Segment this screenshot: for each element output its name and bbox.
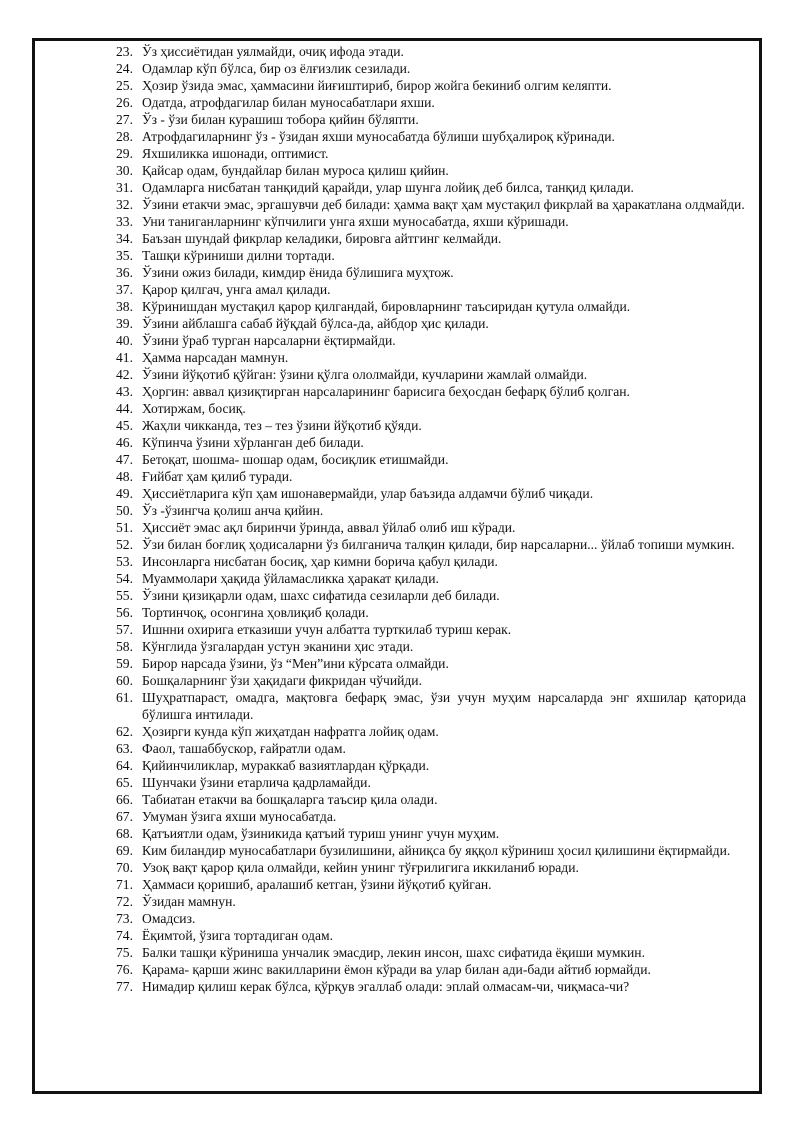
item-number: 40.	[116, 333, 133, 348]
item-statement: Инсонларга нисбатан босиқ, ҳар кимни борича қабул қилади.	[142, 554, 498, 569]
item-statement: Қийинчиликлар, мураккаб вазиятлардан қўрқади.	[142, 758, 430, 773]
item-number: 49.	[116, 486, 133, 501]
item-number: 53.	[116, 554, 133, 569]
list-item	[116, 77, 746, 94]
item-number: 50.	[116, 503, 133, 518]
item-number: 28.	[116, 129, 133, 144]
list-item	[116, 740, 746, 757]
item-statement: Ўз ҳиссиётидан уялмайди, очиқ ифода этади.	[142, 44, 404, 59]
list-item	[116, 944, 746, 961]
item-number: 60.	[116, 673, 133, 688]
list-item	[116, 553, 746, 570]
item-statement: Узоқ вақт қарор қила олмайди, кейин унинг тўғрилигига иккиланиб юради.	[142, 860, 579, 875]
list-item	[116, 842, 746, 859]
item-number: 30.	[116, 163, 133, 178]
item-number: 61.	[116, 690, 133, 705]
item-number: 66.	[116, 792, 133, 807]
item-number: 24.	[116, 61, 133, 76]
item-number: 67.	[116, 809, 133, 824]
list-item	[116, 230, 746, 247]
list-item	[116, 111, 746, 128]
list-item	[116, 893, 746, 910]
list-item	[116, 247, 746, 264]
item-statement: Жаҳли чикканда, тез – тез ўзини йўқотиб қўяди.	[142, 418, 422, 433]
list-item	[116, 774, 746, 791]
item-number: 68.	[116, 826, 133, 841]
numbered-item-list	[116, 43, 746, 995]
list-item	[116, 859, 746, 876]
item-statement: Ўзини етакчи эмас, эргашувчи деб билади: ҳамма вақт ҳам мустақил фикрлай ва ҳаракатлана олдмайди.	[142, 197, 745, 212]
list-item	[116, 961, 746, 978]
item-number: 71.	[116, 877, 133, 892]
item-number: 31.	[116, 180, 133, 195]
item-number: 76.	[116, 962, 133, 977]
item-number: 36.	[116, 265, 133, 280]
item-statement: Ўз -ўзингча қолиш анча қийин.	[142, 503, 324, 518]
list-item	[116, 502, 746, 519]
item-number: 34.	[116, 231, 133, 246]
item-statement: Ҳозир ўзида эмас, ҳаммасини йиғиштириб, бирор жойга бекиниб олгим келяпти.	[142, 78, 612, 93]
item-statement: Фаол, ташаббускор, ғайратли одам.	[142, 741, 346, 756]
item-statement: Ёқимтой, ўзига тортадиган одам.	[142, 928, 334, 943]
item-number: 62.	[116, 724, 133, 739]
item-statement: Ўзини ўраб турган нарсаларни ёқтирмайди.	[142, 333, 396, 348]
item-number: 33.	[116, 214, 133, 229]
item-number: 41.	[116, 350, 133, 365]
item-number: 75.	[116, 945, 133, 960]
list-item	[116, 213, 746, 230]
item-statement: Қарама- қарши жинс вакилларини ёмон кўради ва улар билан ади-бади айтиб юрмайди.	[142, 962, 651, 977]
item-statement: Қатъиятли одам, ўзиникида қатъий туриш унинг учун муҳим.	[142, 826, 500, 841]
list-item	[116, 281, 746, 298]
item-statement: Ўзини йўқотиб қўйган: ўзини қўлга ололмайди, кучларини жамлай олмайди.	[142, 367, 588, 382]
list-item	[116, 723, 746, 740]
item-statement: Ҳоргин: аввал қизиқтирган нарсаларининг барисига беҳосдан бефарқ бўлиб қолган.	[142, 384, 630, 399]
item-statement: Ўз - ўзи билан курашиш тобора қийин бўляпти.	[142, 112, 419, 127]
list-item	[116, 672, 746, 689]
item-number: 58.	[116, 639, 133, 654]
item-number: 39.	[116, 316, 133, 331]
item-statement: Шуҳратпараст, омадга, мақтовга бефарқ эмас, ўзи учун муҳим нарсаларда энг яхшилар қаторида бўлишга интилади.	[142, 690, 746, 722]
list-item	[116, 604, 746, 621]
item-number: 47.	[116, 452, 133, 467]
list-item	[116, 383, 746, 400]
list-item	[116, 808, 746, 825]
item-number: 72.	[116, 894, 133, 909]
list-item	[116, 60, 746, 77]
item-number: 48.	[116, 469, 133, 484]
list-item	[116, 468, 746, 485]
item-statement: Бирор нарсада ўзини, ўз “Мен”ини кўрсата олмайди.	[142, 656, 449, 671]
list-item	[116, 264, 746, 281]
item-statement: Ўзини қизиқарли одам, шахс сифатида сезиларли деб билади.	[142, 588, 500, 603]
item-statement: Ўзидан мамнун.	[142, 894, 236, 909]
item-statement: Нимадир қилиш керак бўлса, қўрқув эгаллаб олади: эплай олмасам-чи, чиқмаса-чи?	[142, 979, 630, 994]
list-item	[116, 43, 746, 60]
item-statement: Ўзини айблашга сабаб йўқдай бўлса-да, айбдор ҳис қилади.	[142, 316, 489, 331]
item-statement: Атрофдагиларнинг ўз - ўзидан яхши муносабатда бўлиши шубҳалироқ кўринади.	[142, 129, 615, 144]
item-number: 29.	[116, 146, 133, 161]
list-item	[116, 332, 746, 349]
item-number: 35.	[116, 248, 133, 263]
list-item	[116, 417, 746, 434]
item-statement: Ҳаммаси қоришиб, аралашиб кетган, ўзини йўқотиб қуйган.	[142, 877, 492, 892]
item-statement: Бетоқат, шошма- шошар одам, босиқлик етишмайди.	[142, 452, 449, 467]
item-number: 63.	[116, 741, 133, 756]
item-statement: Ғийбат ҳам қилиб туради.	[142, 469, 293, 484]
item-number: 23.	[116, 44, 133, 59]
item-statement: Кўпинча ўзини хўрланган деб билади.	[142, 435, 364, 450]
list-item	[116, 978, 746, 995]
item-statement: Одамларга нисбатан танқидий қарайди, улар шунга лойиқ деб билса, танқид қилади.	[142, 180, 634, 195]
item-statement: Ўзи билан боғлиқ ҳодисаларни ўз билганича талқин қилади, бир нарсаларни... ўйлаб топиши мумкин.	[142, 537, 735, 552]
list-item	[116, 145, 746, 162]
list-item	[116, 485, 746, 502]
list-item	[116, 587, 746, 604]
list-item	[116, 162, 746, 179]
item-statement: Яхшиликка ишонади, оптимист.	[142, 146, 329, 161]
list-item	[116, 570, 746, 587]
item-number: 74.	[116, 928, 133, 943]
item-number: 46.	[116, 435, 133, 450]
item-statement: Хотиржам, босиқ.	[142, 401, 246, 416]
item-statement: Ҳамма нарсадан мамнун.	[142, 350, 289, 365]
item-number: 43.	[116, 384, 133, 399]
list-item	[116, 825, 746, 842]
item-statement: Кўринишдан мустақил қарор қилгандай, бировларнинг таъсиридан қутула олмайди.	[142, 299, 631, 314]
item-statement: Муаммолари ҳақида ўйламасликка ҳаракат қилади.	[142, 571, 439, 586]
list-item	[116, 655, 746, 672]
item-number: 37.	[116, 282, 133, 297]
list-item	[116, 434, 746, 451]
item-number: 42.	[116, 367, 133, 382]
item-number: 56.	[116, 605, 133, 620]
item-number: 27.	[116, 112, 133, 127]
item-number: 52.	[116, 537, 133, 552]
list-item	[116, 519, 746, 536]
list-item	[116, 876, 746, 893]
list-item	[116, 94, 746, 111]
item-statement: Тортинчоқ, осонгина ҳовлиқиб қолади.	[142, 605, 369, 620]
item-statement: Ҳиссиёт эмас ақл биринчи ўринда, аввал ўйлаб олиб иш кўради.	[142, 520, 516, 535]
item-number: 57.	[116, 622, 133, 637]
item-statement: Ҳиссиётларига кўп ҳам ишонавермайди, улар баъзида алдамчи бўлиб чиқади.	[142, 486, 594, 501]
item-statement: Уни таниганларнинг кўпчилиги унга яхши муносабатда, яхши кўришади.	[142, 214, 569, 229]
item-number: 59.	[116, 656, 133, 671]
list-item	[116, 196, 746, 213]
list-item	[116, 315, 746, 332]
item-number: 26.	[116, 95, 133, 110]
list-item	[116, 536, 746, 553]
item-statement: Кўнглида ўзгалардан устун эканини ҳис этади.	[142, 639, 414, 654]
list-item	[116, 791, 746, 808]
item-statement: Ишнни охирига етказиши учун албатта турткилаб туриш керак.	[142, 622, 512, 637]
item-number: 65.	[116, 775, 133, 790]
item-number: 64.	[116, 758, 133, 773]
item-statement: Омадсиз.	[142, 911, 196, 926]
item-statement: Ташқи кўриниши дилни тортади.	[142, 248, 335, 263]
item-statement: Одамлар кўп бўлса, бир оз ёлғизлик сезилади.	[142, 61, 411, 76]
list-item	[116, 621, 746, 638]
item-statement: Қарор қилгач, унга амал қилади.	[142, 282, 331, 297]
item-number: 38.	[116, 299, 133, 314]
item-statement: Баъзан шундай фикрлар келадики, бировга айтгинг келмайди.	[142, 231, 502, 246]
item-statement: Қайсар одам, бундайлар билан муроса қилиш қийин.	[142, 163, 449, 178]
item-number: 69.	[116, 843, 133, 858]
item-statement: Балки ташқи кўриниша унчалик эмасдир, лекин инсон, шахс сифатида ёқиши мумкин.	[142, 945, 645, 960]
item-number: 45.	[116, 418, 133, 433]
list-item	[116, 366, 746, 383]
list-item	[116, 757, 746, 774]
item-statement: Умуман ўзига яхши муносабатда.	[142, 809, 337, 824]
list-item	[116, 179, 746, 196]
item-number: 32.	[116, 197, 133, 212]
item-number: 44.	[116, 401, 133, 416]
item-statement: Ҳозирги кунда кўп жиҳатдан нафратга лойиқ одам.	[142, 724, 439, 739]
item-statement: Табиатан етакчи ва бошқаларга таъсир қила олади.	[142, 792, 438, 807]
list-item	[116, 298, 746, 315]
item-number: 70.	[116, 860, 133, 875]
list-item	[116, 128, 746, 145]
item-statement: Ўзини ожиз билади, кимдир ёнида бўлишига муҳтож.	[142, 265, 454, 280]
item-number: 54.	[116, 571, 133, 586]
item-statement: Ким биландир муносабатлари бузилишини, айниқса бу яққол кўриниш ҳосил қилишини ёқтирмайди.	[142, 843, 731, 858]
list-item	[116, 638, 746, 655]
item-number: 51.	[116, 520, 133, 535]
list-item	[116, 349, 746, 366]
list-item	[116, 400, 746, 417]
item-number: 55.	[116, 588, 133, 603]
list-item	[116, 910, 746, 927]
list-item	[116, 927, 746, 944]
item-number: 73.	[116, 911, 133, 926]
item-number: 77.	[116, 979, 133, 994]
item-number: 25.	[116, 78, 133, 93]
item-statement: Шунчаки ўзини етарлича қадрламайди.	[142, 775, 371, 790]
item-statement: Бошқаларнинг ўзи ҳақидаги фикридан чўчийди.	[142, 673, 422, 688]
item-statement: Одатда, атрофдагилар билан муносабатлари яхши.	[142, 95, 435, 110]
list-item	[116, 689, 746, 723]
list-item	[116, 451, 746, 468]
